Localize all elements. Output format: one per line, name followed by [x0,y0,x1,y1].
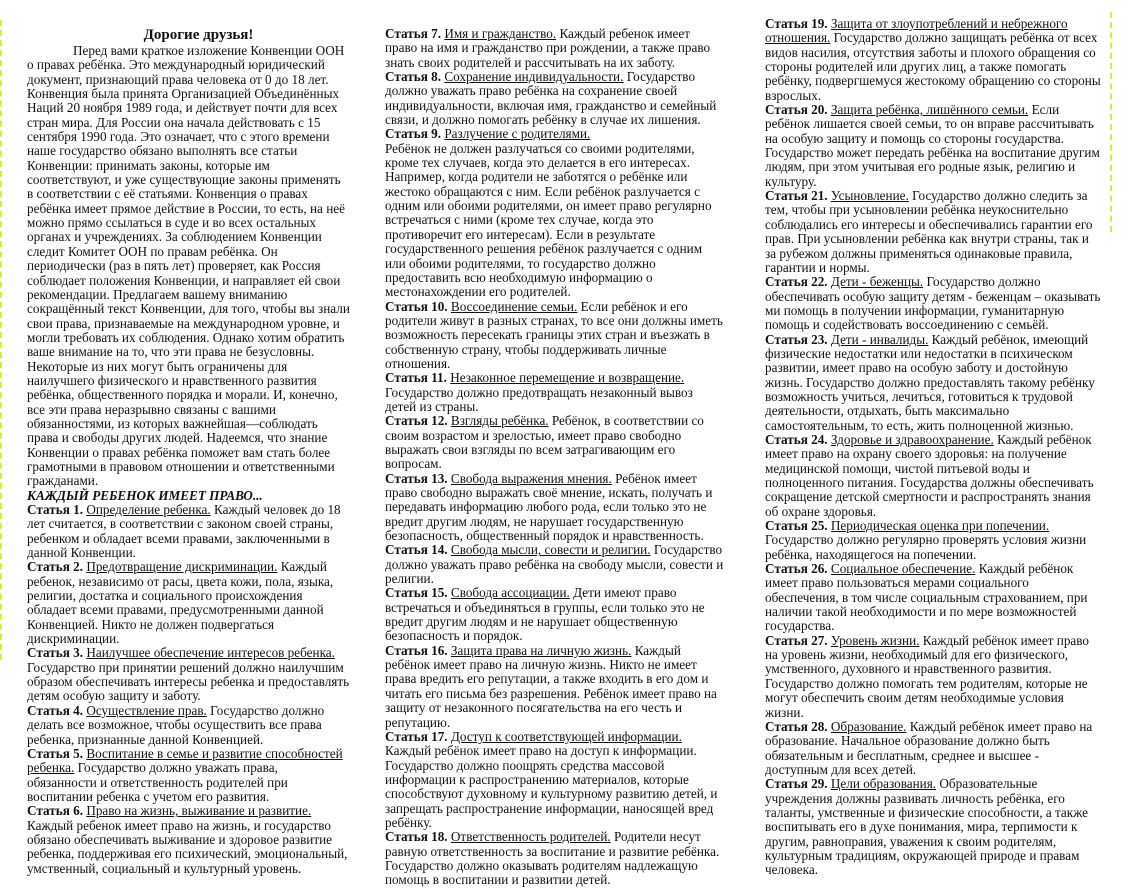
article-text: Каждый ребёнок имеет право на уровень жизни, необходимый для его физического, умственного, духовного и нравственного развития. Государство должно помогать тем родителям, которые не могут обеспечить своим детям необходимые условия жизни. [765,632,1090,720]
article-title: Образование. [830,718,907,734]
article-text: Каждый ребёнок имеет право на образование. Начальное образование должно быть обязательным и бесплатным, среднее и высшее - доступным для всех детей. [765,718,1093,777]
article-text: Дети имеют право встречаться и объединяться в группы, если только это не вредит другим людям и не нарушает общественную безопасность и порядок. [385,585,705,644]
article-8 [385,70,725,127]
article-text: Каждый ребенок имеет право на имя и гражданство при рождении, а также право знать своих родителей и рассчитывать на их заботу. [385,26,711,70]
article-title: Осуществление прав. [86,702,207,718]
intro-paragraph: Перед вами краткое изложение Конвенции ООН о правах ребёнка. Это международный юридический документ, признающий права человека от 0 до 18 лет. Конвенция была принята Организацией Объединённых Наций 20 ноября 1989 года, и действует почти для всех стран мира. Для России она начала действовать с 15 сентября 1990 года. Это означает, что с этого времени наше государство обязано выполнять все статьи Конвенции: принимать законы, которые им соответствуют, и уже существующие законы применять в соответствии с её статьями. Конвенция о правах ребёнка имеет прямое действие в России, то есть, на неё можно прямо ссылаться в суде и во всех остальных органах и учреждениях. За соблюдением Конвенции следит Комитет ООН по правам ребёнка. Он периодически (раз в пять лет) проверяет, как Россия соблюдает положения Конвенции, и направляет ей свои рекомендации. Предлагаем вашему вниманию сокращённый текст Конвенции, для того, чтобы вы знали свои права, признаваемые на международном уровне, и могли требовать их соблюдения. Однако хотим обратить ваше внимание на то, что эти права не безусловны. Некоторые из них могут быть ограничены для наилучшего физического и нравственного развития ребёнка, общественного порядка и морали. И, конечно, все эти права неразрывно связаны с вашими обязанностями, из которых важнейшая—соблюдать права и свободы других людей. Надеемся, что знание Конвенции о правах ребёнка поможет вам стать более грамотными в правовом отношении и ответственными гражданами. [27,43,350,489]
article-title: Периодическая оценка при попечении. [830,518,1050,534]
article-number: Статья 16. [385,642,448,658]
article-title: Наилучшее обеспечение интересов ребенка. [86,645,335,661]
article-title: Защита ребёнка, лишённого семьи. [830,102,1029,118]
article-title: Ответственность родителей. [450,829,611,845]
article-5 [27,747,350,804]
article-text: Государство должно предотвращать незаконный вывоз детей из страны. [385,384,693,414]
column-1 [27,27,350,876]
article-text: Образовательные учреждения должны развивать личность ребёнка, его таланты, умственные и физические способности, а также воспитывать его в духе понимания, мира, терпимости к другим, равноправия, уважения к своим родителям, культурным традициям, окружающей природе и правам человека. [765,776,1088,878]
article-number: Статья 9. [385,126,442,142]
article-14 [385,543,725,586]
article-number: Статья 29. [765,776,828,792]
article-title: Здоровье и здравоохранение. [830,431,994,447]
article-title: Право на жизнь, выживание и развитие. [86,803,312,819]
article-15 [385,586,725,643]
article-number: Статья 7. [385,26,442,41]
article-text: Если ребёнок и его родители живут в разных странах, то все они должны иметь возможность пересекать границы этих стран и въезжать в собственную страну, чтобы поддерживать личные отношения. [385,298,723,371]
article-title: Имя и гражданство. [444,26,557,41]
article-title: Доступ к соответствующей информации. [450,728,682,744]
article-number: Статья 21. [765,188,828,204]
article-text: Каждый ребенок, независимо от расы, цвета кожи, пола, языка, религии, достатка и социального происхождения обладает всеми правами, предусмотренными данной Конвенцией. Никто не должен подвергаться дискриминации. [27,559,334,647]
article-title: Определение ребенка. [86,502,211,517]
article-1 [27,503,350,560]
article-number: Статья 10. [385,298,448,314]
article-16 [385,644,725,730]
article-17 [385,730,725,830]
article-text: Если ребёнок лишается своей семьи, то он вправе рассчитывать на особую защиту и помощь со стороны государства. Государство может передать ребёнка на воспитание другим людям, при этом учитывая его родные язык, религию и культуру. [765,102,1100,189]
article-number: Статья 25. [765,518,828,534]
article-number: Статья 24. [765,431,828,447]
article-12 [385,414,725,471]
article-21 [765,189,1103,275]
article-20 [765,103,1103,189]
article-title: Воссоединение семьи. [450,298,578,314]
article-number: Статья 12. [385,413,448,429]
article-number: Статья 8. [385,69,442,85]
article-number: Статья 17. [385,728,448,744]
article-text: Государство должно регулярно проверять условия жизни ребёнка, находящегося на попечении. [765,532,1087,562]
article-26 [765,562,1103,634]
article-23 [765,333,1103,433]
article-13 [385,472,725,544]
article-title: Защита права на личную жизнь. [450,642,632,658]
article-title: Воспитание в семье и развитие способностей ребенка. [27,745,343,776]
article-number: Статья 28. [765,718,828,734]
article-text: Ребёнок, в соответствии со своим возрастом и зрелостью, имеет право свободно выражать свои взгляды по всем затрагивающим его вопросам. [385,413,704,472]
article-28 [765,720,1103,777]
article-text: Государство должно уважать права, обязанности и ответственность родителей при воспитании ребенка с учетом его развития. [27,760,288,804]
article-number: Статья 22. [765,274,828,290]
article-text: Каждый ребёнок, имеющий физические недостатки или недостатки в психическом развитии, имеет право на особую заботу и достойную жизнь. Государство должно предоставлять такому ребёнку возможность учиться, лечиться, готовиться к трудовой деятельности, отдыхать, быть максимально самостоятельным, то есть, жить полноценной жизнью. [765,331,1095,433]
article-title: Свобода ассоциации. [450,585,570,601]
article-24 [765,433,1103,519]
article-number: Статья 23. [765,331,828,347]
article-18 [385,830,725,887]
article-title: Социальное обеспечение. [830,561,976,577]
article-text: Государство при принятии решений должно наилучшим образом обеспечивать интересы ребенка и предоставлять детям особую защиту и заботу. [27,659,350,704]
fold-mark-right [1110,12,1112,232]
article-title: Уровень жизни. [830,632,920,648]
article-title: Разлучение с родителями. [444,126,591,142]
article-4 [27,704,350,747]
article-number: Статья 1. [27,502,84,517]
article-number: Статья 5. [27,745,84,761]
article-text: Каждый ребёнок имеет право на доступ к информации. Государство должно поощрять средства массовой информации к распространению материалов, которые способствуют духовному и культурному развитию детей, и запрещать распространение информации, наносящей вред ребёнку. [385,743,718,830]
article-29 [765,777,1103,877]
article-text: Государство должно уважать право ребёнка на свободу мысли, совести и религии. [385,542,724,587]
article-text: Каждый человек до 18 лет считается, в соответствии с законом своей страны, ребенком и обладает всеми правами, заключенными в данной Конвенции. [27,502,341,561]
article-2 [27,560,350,646]
page-title: Дорогие друзья! [143,27,254,43]
article-title: Свобода выражения мнения. [450,470,612,486]
column-3 [765,17,1103,878]
article-title: Защита от злоупотреблений и небрежного отношения. [765,16,1068,46]
article-number: Статья 27. [765,632,828,648]
article-text: Ребёнок не должен разлучаться со своими родителями, кроме тех случаев, когда это делается в его интересах. Например, когда родители не заботятся о ребёнке или жестоко обращаются с ним. Если ребёнок разлучается с одним или обоими родителями, он имеет право регулярно встречаться с ними (кроме тех случае, когда это противоречит его интересам). Если в результате государственного решения ребёнок разлучается с одним или обоими родителями, то государство должно предоставить всю необходимую информацию о местонахождении его родителей. [385,140,712,300]
article-text: Государство должно делать все возможное, чтобы осуществить все права ребенка, признанные данной Конвенцией. [27,702,325,747]
article-title: Дети - беженцы. [830,274,924,290]
article-6 [27,804,350,876]
article-title: Дети - инвалиды. [830,331,929,347]
article-22 [765,275,1103,332]
article-number: Статья 3. [27,645,84,661]
article-number: Статья 19. [765,16,828,31]
fold-mark-left [0,20,2,660]
article-text: Государство должно уважать право ребёнка на сохранение своей индивидуальности, включая имя, гражданство и семейный связи, и должно помогать ребёнку в случае их лишения. [385,69,717,128]
article-10 [385,300,725,372]
article-text: Родители несут равную ответственность за воспитание и развитие ребёнка. Государство должно оказывать родителям надлежащую помощь в воспитании и развитии детей. [385,829,720,888]
article-title: Усыновление. [830,188,909,204]
article-number: Статья 13. [385,470,448,486]
article-27 [765,634,1103,720]
article-text: Ребёнок имеет право свободно выражать своё мнение, искать, получать и передавать информацию любого рода, если только это не вредит другим людям, не нарушает государственную безопасность, общественный порядок и нравственность. [385,470,713,544]
article-title: Свобода мысли, совести и религии. [450,542,651,558]
article-text: Государство должно следить за тем, чтобы при усыновлении ребёнка неукоснительно соблюдались его интересы и обеспечивались гарантии его прав. При усыновлении ребёнка как внутри страны, так и за рубежом должны применяться одинаковые правила, гарантии и нормы. [765,188,1093,275]
article-title: Незаконное перемещение и возвращение. [450,370,685,386]
column-2 [385,27,725,888]
article-text: Каждый ребёнок имеет право на охрану своего здоровья: на получение медицинской помощи, чистой питьевой воды и полноценного питания. Государства должны обеспечивать сокращение детской смертности и распространять знания об охране здоровья. [765,431,1094,519]
article-9 [385,127,725,299]
article-number: Статья 11. [385,370,447,386]
article-title: Предотвращение дискриминации. [86,559,278,575]
article-text: Государство должно обеспечивать особую защиту детям - беженцам – оказывать ми помощь в получении информации, гуманитарную помощь и содействовать воссоединению с семьёй. [765,274,1101,333]
article-number: Статья 26. [765,561,828,577]
article-text: Каждый ребёнок имеет право пользоваться мерами социального обеспечения, в том числе социальным страхованием, при наличии такой необходимости и по мере возможностей государства. [765,561,1088,634]
article-number: Статья 14. [385,542,448,558]
article-number: Статья 18. [385,829,448,845]
article-title: Взгляды ребёнка. [450,413,549,429]
article-text: Каждый ребёнок имеет право на личную жизнь. Никто не имеет права вредить его репутации, а также входить в его дом и читать его письма без разрешения. Ребёнок имеет право на защиту от незаконного посягательства на его честь и репутацию. [385,642,717,730]
article-11 [385,371,725,414]
article-number: Статья 20. [765,102,828,118]
article-7 [385,27,725,70]
article-19 [765,17,1103,103]
article-number: Статья 4. [27,702,84,718]
article-text: Каждый ребенок имеет право на жизнь, и государство обязано обеспечивать выживание и здоровое развитие ребенка, поддерживая его психический, эмоциональный, умственный, социальный и культурный уровень. [27,817,348,876]
motto-heading: КАЖДЫЙ РЕБЕНОК ИМЕЕТ ПРАВО... [27,487,263,503]
article-25 [765,519,1103,562]
article-3 [27,646,350,703]
article-text: Государство должно защищать ребёнка от всех видов насилия, отсутствия заботы и плохого обращения со стороны родителей или других лиц, а также помогать ребёнку, подвергшемуся жестокому обращению со стороны взрослых. [765,30,1101,103]
article-number: Статья 15. [385,585,448,601]
article-number: Статья 6. [27,803,84,819]
article-number: Статья 2. [27,559,84,575]
article-title: Сохранение индивидуальности. [444,69,624,85]
article-title: Цели образования. [830,776,937,792]
